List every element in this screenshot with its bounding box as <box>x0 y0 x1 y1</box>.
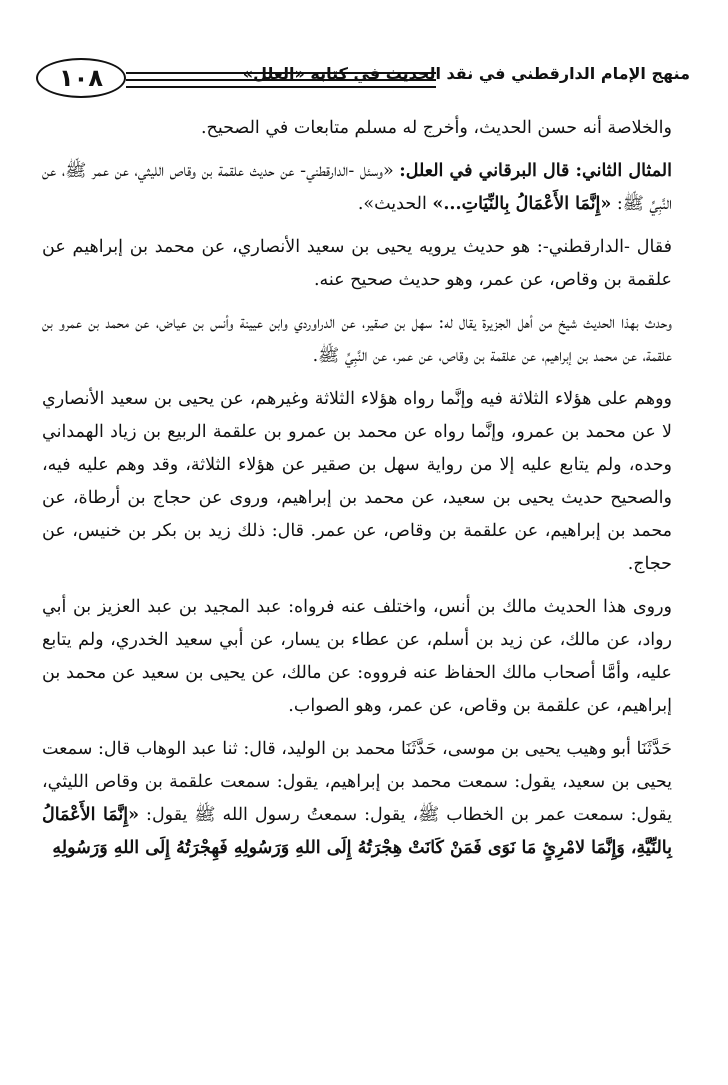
paragraph: وروى هذا الحديث مالك بن أنس، واختلف عنه فرواه: عبد المجيد بن عبد العزيز بن أبي رواد، عن مالك، عن زيد بن أسلم، عن عطاء بن يسار، عن أبي سعيد الخدري، ولم يتابع عليه، وأمَّا أصحاب مالك الحفاظ عنه فرووه: عن مالك، عن يحيى بن سعيد عن محمد بن إبراهيم، عن علقمة بن وقاص، عن عمر، وهو الصواب. <box>42 597 672 716</box>
page-body <box>42 112 672 875</box>
running-title: منهج الإمام الدارقطني في نقد الحديث في كتابه «العلل» <box>242 64 690 83</box>
paragraph-text: الحديث». <box>357 194 433 214</box>
paragraph <box>42 733 672 865</box>
page-number: ١٠٨ <box>36 58 126 98</box>
paragraph-text: «وسئل -الدارقطني- عن حديث علقمة بن وقاص الليثي، عن عمر ﷺ، عن النَّبِيِّ ﷺ: <box>42 161 672 214</box>
paragraph-text: حَدَّثَنَا أبو وهيب يحيى بن موسى، حَدَّثَنَا محمد بن الوليد، قال: ثنا عبد الوهاب قال: سمعت يحيى بن سعيد، يقول: سمعت محمد بن إبراهيم، يقول: سمعت علقمة بن وقاص الليثي، يقول: سمعت عمر بن الخطاب ﷺ، يقول: سمعتُ رسول الله ﷺ يقول: <box>42 739 672 825</box>
hadith-quote: «إِنَّمَا الأَعْمَالُ بِالنِّيَّةِ، وَإِنَّمَا لامْرِئٍ مَا نَوَى فَمَنْ كَانَتْ هِجْرَتُهُ إِلَى اللهِ وَرَسُولِهِ فَهِجْرَتُهُ إِلَى اللهِ وَرَسُولِهِ <box>42 805 672 858</box>
paragraph <box>42 155 672 221</box>
example-heading: المثال الثاني: قال البرقاني في العلل: <box>399 161 673 181</box>
header-rule <box>126 86 436 88</box>
hadith-quote: «إِنَّمَا الأَعْمَالُ بِالنِّيَاتِ...» <box>432 194 612 214</box>
paragraph: وحدث بهذا الحديث شيخ من أهل الجزيرة يقال له: سهل بن صقير، عن الدراوردي وابن عيينة وأنس بن عياض، عن محمد بن عمرو بن علقمة، عن محمد بن إبراهيم، عن علقمة بن وقاص، عن عمر، عن النَّبِيِّ ﷺ. <box>42 313 672 366</box>
page-header <box>30 58 690 102</box>
paragraph: والخلاصة أنه حسن الحديث، وأخرج له مسلم متابعات في الصحيح. <box>200 118 672 138</box>
paragraph: ووهم على هؤلاء الثلاثة فيه وإنَّما رواه هؤلاء الثلاثة وغيرهم، عن يحيى بن سعيد الأنصاري لا عن محمد بن عمرو، وإنَّما رواه عن محمد بن عمرو بن علقمة الربيع بن زياد الهمداني وحده، ولم يتابع عليه إلا من رواية سهل بن صقير عن هؤلاء الثلاثة، وقد وهم عليه فيه، والصحيح حديث يحيى بن سعيد، عن محمد بن إبراهيم، وروى عن حجاج بن أرطاة، عن محمد بن إبراهيم، عن علقمة بن وقاص، عن عمر. قال: ذلك زيد بن بكر بن خنيس، عن حجاج. <box>42 389 672 574</box>
paragraph: فقال -الدارقطني-: هو حديث يرويه يحيى بن سعيد الأنصاري، عن محمد بن إبراهيم عن علقمة بن وقاص، عن عمر، وهو حديث صحيح عنه. <box>42 237 672 290</box>
